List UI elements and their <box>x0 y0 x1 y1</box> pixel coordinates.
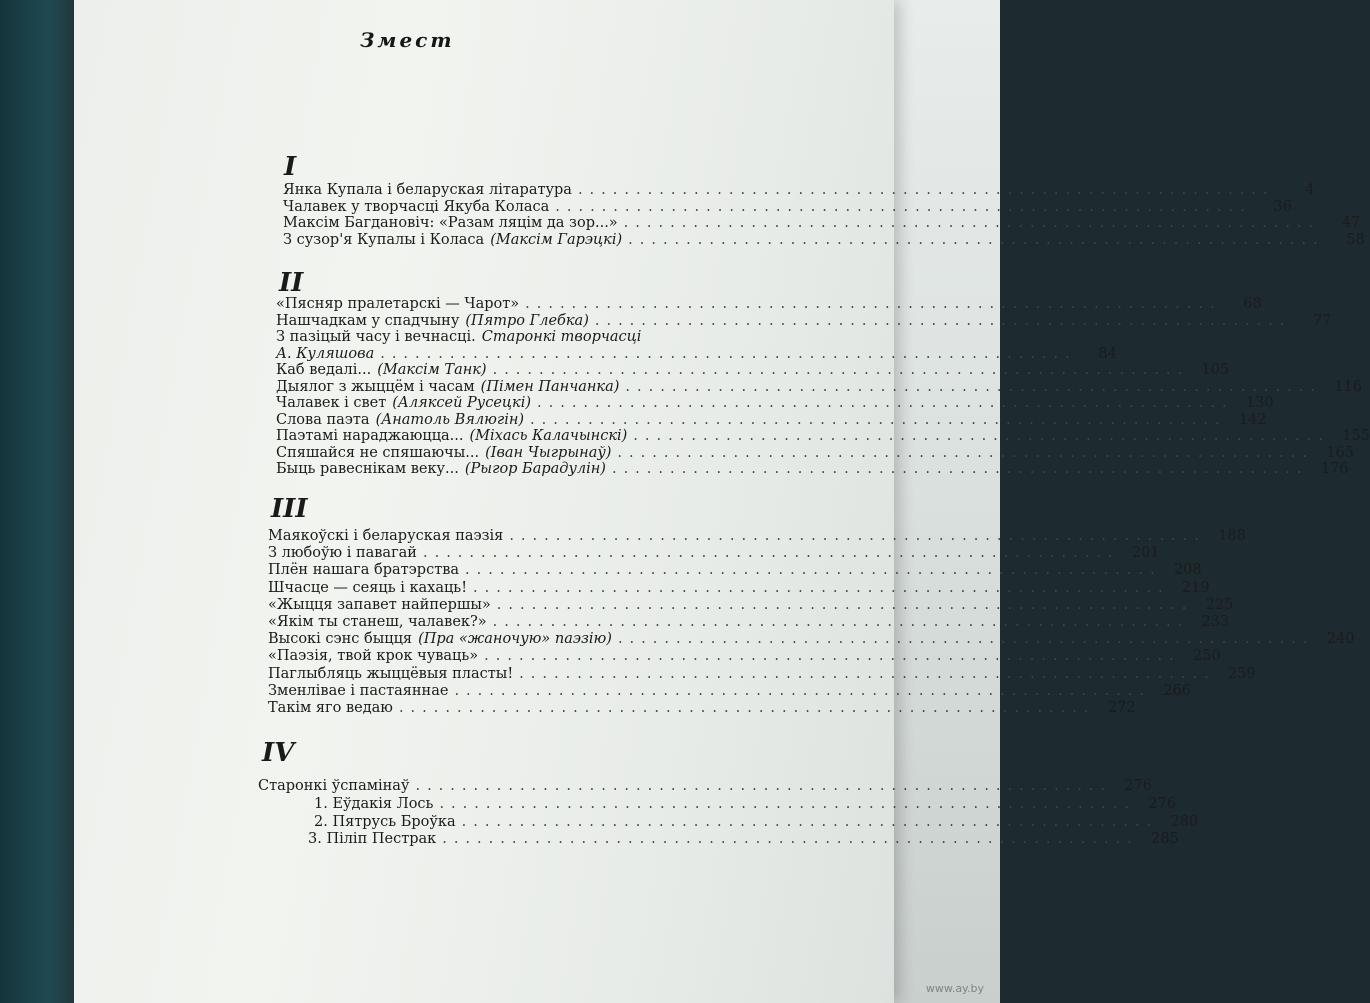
dot-leader: ............................................................ <box>492 614 1190 630</box>
entry-author: Старонкі творчасці <box>481 329 642 345</box>
dot-leader: ............................................................ <box>461 814 1159 830</box>
toc-entry <box>268 700 1136 718</box>
dot-leader: ............................................................ <box>509 528 1206 544</box>
toc-entry <box>268 545 1160 563</box>
entry-title: Чалавек і свет <box>276 395 387 411</box>
toc-entry <box>283 182 1315 200</box>
page-heading: Змест <box>360 28 455 52</box>
entry-author: (Пімен Панчанка) <box>480 379 620 395</box>
dot-leader: ............................................................ <box>415 778 1113 794</box>
entry-title: Дыялог з жыццём і часам <box>276 379 475 395</box>
entry-page-number: 4 <box>1305 182 1315 198</box>
entry-page-number: 188 <box>1218 528 1246 544</box>
dot-leader: ............................................................ <box>525 296 1222 312</box>
entry-title: Маякоўскі і беларуская паэзія <box>268 528 504 544</box>
dot-leader: ............................................................ <box>625 379 1322 395</box>
entry-page-number: 225 <box>1205 597 1234 613</box>
toc-entry <box>314 814 1199 832</box>
entry-title: «Паэзія, твой крок чуваць» <box>268 648 479 664</box>
entry-page-number: 280 <box>1170 814 1199 830</box>
entry-page-number: 77 <box>1312 313 1332 329</box>
entry-author: (Пятро Глебка) <box>465 313 589 329</box>
toc-entry <box>276 329 768 347</box>
watermark: www.ay.by <box>925 982 984 995</box>
entry-page-number: 276 <box>1124 778 1153 794</box>
dot-leader: ............................................................ <box>454 683 1152 699</box>
entry-page-number: 142 <box>1238 412 1267 428</box>
toc-entry <box>276 296 1262 314</box>
entry-page-number: 240 <box>1326 631 1355 647</box>
entry-author: (Рыгор Барадулін) <box>464 461 606 477</box>
dot-leader: ............................................................ <box>439 796 1136 812</box>
dot-leader: ............................................................ <box>530 412 1227 428</box>
entry-author: (Максім Гарэцкі) <box>490 232 623 248</box>
book-page <box>74 0 894 1003</box>
dot-leader: ............................................................ <box>473 580 1170 596</box>
entry-page-number: 68 <box>1243 296 1262 312</box>
toc-entry <box>314 796 1176 814</box>
entry-page-number: 208 <box>1173 562 1202 578</box>
dot-leader: ............................................................ <box>442 831 1139 847</box>
toc-entry <box>276 362 1230 380</box>
entry-title: Старонкі ўспамінаў <box>258 778 410 794</box>
entry-title: «Якім ты станеш, чалавек?» <box>268 614 487 630</box>
entry-page-number: 36 <box>1273 199 1292 215</box>
dot-leader: ............................................................ <box>617 631 1315 647</box>
entry-title: Паглыбляць жыццёвыя пласты! <box>268 666 514 682</box>
section-numeral: I <box>284 152 297 182</box>
entry-page-number: 47 <box>1341 215 1361 231</box>
dot-leader: ............................................................ <box>617 445 1314 461</box>
dot-leader: ............................................................ <box>398 700 1096 716</box>
dot-leader: ............................................................ <box>519 666 1216 682</box>
entry-page-number: 285 <box>1151 831 1179 847</box>
entry-page-number: 84 <box>1098 346 1117 362</box>
entry-page-number: 176 <box>1320 461 1349 477</box>
dot-leader: ............................................................ <box>537 395 1234 411</box>
section-numeral: II <box>279 268 304 298</box>
toc-entry <box>268 683 1192 701</box>
entry-author: (Аляксей Русецкі) <box>392 395 531 411</box>
entry-title: Плён нашага братэрства <box>268 562 460 578</box>
entry-page-number: 276 <box>1148 796 1176 812</box>
entry-page-number: 155 <box>1342 428 1370 444</box>
entry-title: 2. Пятрусь Броўка <box>314 814 456 830</box>
entry-page-number: 259 <box>1228 666 1256 682</box>
entry-page-number: 233 <box>1201 614 1230 630</box>
entry-title: Чалавек у творчасці Якуба Коласа <box>283 199 550 215</box>
entry-page-number: 219 <box>1181 580 1210 596</box>
toc-entry <box>268 597 1234 615</box>
dot-leader: ............................................................ <box>633 428 1330 444</box>
entry-title: Каб ведалі... <box>276 362 372 378</box>
entry-title: Паэтамі нараджаюцца... <box>276 428 464 444</box>
entry-author: (Максім Танк) <box>377 362 487 378</box>
section-numeral: III <box>271 494 308 524</box>
entry-title: Зменлівае і пастаяннае <box>268 683 449 699</box>
dot-leader: ............................................................ <box>465 562 1162 578</box>
entry-title: Нашчадкам у спадчыну <box>276 313 460 329</box>
entry-title: Быць равеснікам веку... <box>276 461 459 477</box>
entry-title: Слова паэта <box>276 412 370 428</box>
entry-page-number: 201 <box>1131 545 1160 561</box>
toc-entry <box>268 580 1210 598</box>
section-numeral: IV <box>262 738 295 768</box>
dot-leader: ............................................................ <box>577 182 1275 198</box>
entry-title: Максім Багдановіч: «Разам ляцім да зор...» <box>283 215 618 231</box>
entry-title: Спяшайся не спяшаючы... <box>276 445 480 461</box>
entry-page-number: 116 <box>1334 379 1362 395</box>
entry-page-number: 105 <box>1201 362 1230 378</box>
toc-entry <box>276 461 1349 479</box>
dot-leader: ............................................................ <box>484 648 1181 664</box>
toc-entry <box>268 631 1355 649</box>
toc-entry <box>276 428 1370 446</box>
entry-title: «Пясняр пралетарскі — Чарот» <box>276 296 520 312</box>
dark-background <box>0 0 80 1003</box>
entry-title: 3. Пiлiп Пестрак <box>308 831 437 847</box>
entry-title: Высокі сэнс быцця <box>268 631 413 647</box>
dot-leader: ............................................................ <box>555 199 1252 215</box>
toc-entry <box>268 528 1246 546</box>
toc-entry <box>258 778 1153 796</box>
entry-title: «Жыцця запавет найпершы» <box>268 597 491 613</box>
entry-title: Янка Купала і беларуская літаратура <box>283 182 572 198</box>
entry-author: А. Куляшова <box>276 346 375 362</box>
toc-entry <box>268 666 1256 684</box>
entry-author: (Анатоль Вялюгін) <box>375 412 525 428</box>
entry-page-number: 58 <box>1346 232 1365 248</box>
toc-entry <box>283 232 1365 250</box>
dot-leader: ............................................................ <box>628 232 1325 248</box>
dot-leader: ............................................................ <box>611 461 1309 477</box>
entry-author: (Іван Чыгрынаў) <box>485 445 612 461</box>
entry-title: 1. Еўдакія Лось <box>314 796 434 812</box>
entry-title: З любоўю і павагай <box>268 545 417 561</box>
toc-entry <box>283 215 1361 233</box>
dot-leader: ............................................................ <box>422 545 1120 561</box>
entry-title: Такім яго ведаю <box>268 700 393 716</box>
toc-entry <box>268 614 1230 632</box>
toc-entry <box>268 648 1221 666</box>
entry-page-number: 165 <box>1326 445 1354 461</box>
dot-leader: ............................................................ <box>594 313 1292 329</box>
dot-leader: ............................................................ <box>492 362 1190 378</box>
entry-title: Шчасце — сеяць і кахаць! <box>268 580 468 596</box>
entry-page-number: 130 <box>1245 395 1274 411</box>
toc-entry <box>268 562 1202 580</box>
dot-leader: ............................................................ <box>496 597 1194 613</box>
dot-leader: ............................................................ <box>380 346 1077 362</box>
entry-page-number: 272 <box>1107 700 1136 716</box>
entry-author: (Пра «жаночую» паэзію) <box>418 631 612 647</box>
entry-title: З сузор'я Купалы і Коласа <box>283 232 485 248</box>
entry-title: З пазіцый часу і вечнасці. <box>276 329 476 345</box>
entry-author: (Міхась Калачынскі) <box>469 428 628 444</box>
entry-page-number: 266 <box>1163 683 1192 699</box>
entry-page-number: 250 <box>1193 648 1221 664</box>
dot-leader: ............................................................ <box>623 215 1321 231</box>
toc-entry <box>308 831 1179 849</box>
toc-entry <box>276 395 1274 413</box>
